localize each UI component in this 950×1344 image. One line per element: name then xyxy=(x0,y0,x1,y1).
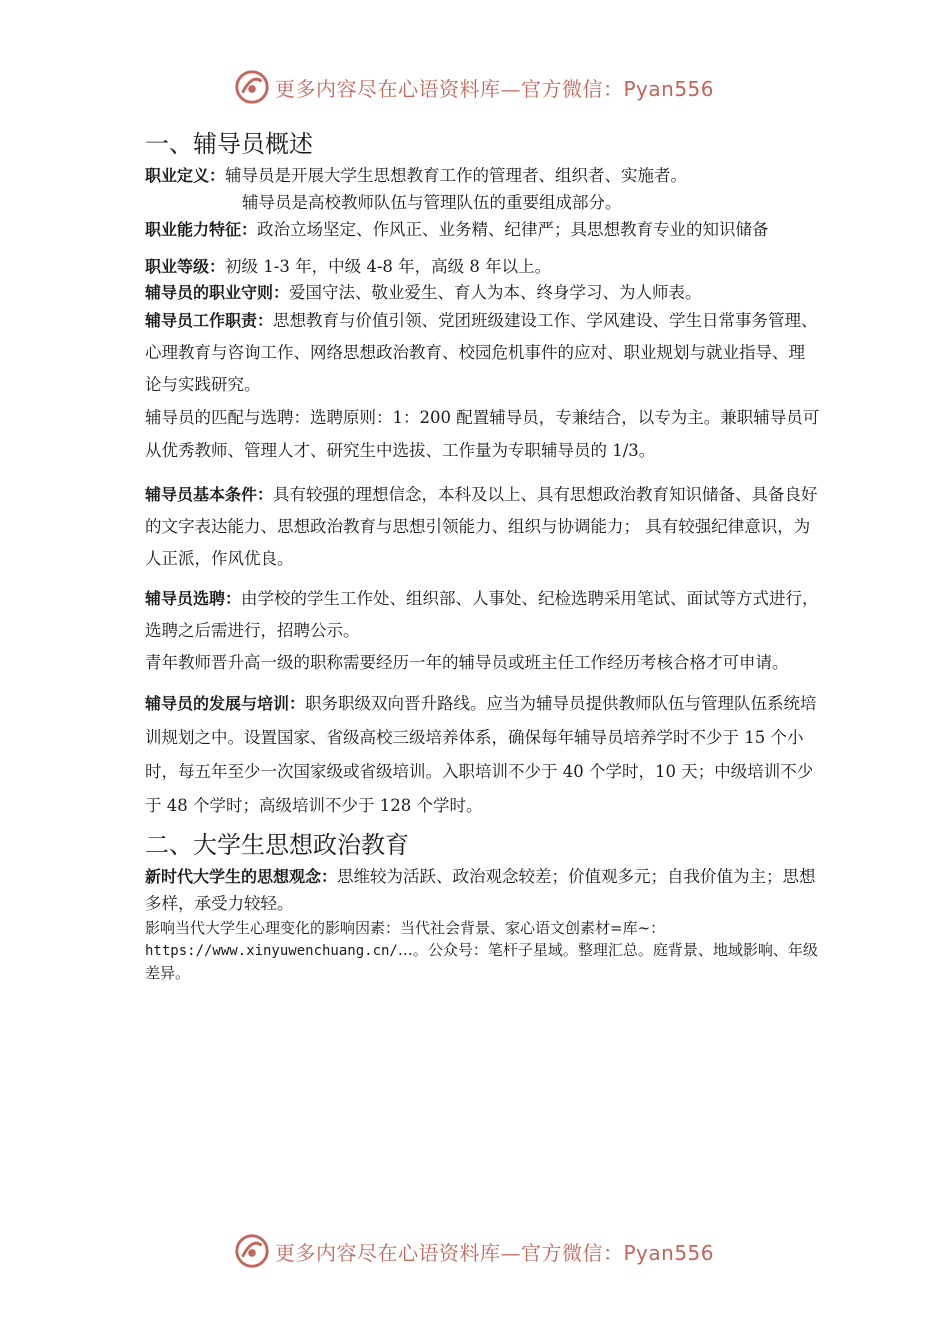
paragraph: 青年教师晋升高一级的职称需要经历一年的辅导员或班主任工作经历考核合格才可申请。 xyxy=(145,653,789,672)
wechat-id: Pyan556 xyxy=(623,76,715,101)
wechat-id: Pyan556 xyxy=(623,1240,715,1265)
banner-text: 更多内容尽在心语资料库—官方微信：Pyan556 xyxy=(275,76,715,101)
paragraph: 职业等级：初级 1-3 年，中级 4-8 年，高级 8 年以上。 xyxy=(145,257,552,276)
paragraph: 辅导员选聘：由学校的学生工作处、组织部、人事处、纪检选聘采用笔试、面试等方式进行，选聘之后需进行，招聘公示。 xyxy=(145,589,819,640)
paragraph: 职业能力特征：政治立场坚定、作风正、业务精、纪律严；具思想教育专业的知识储备 xyxy=(145,220,769,239)
section-heading: 二、大学生思想政治教育 xyxy=(145,831,409,859)
paragraph: 影响当代大学生心理变化的影响因素：当代社会背景、家心语文创素材=库~：https://www.xinyuwenchuang.cn/…。公众号：笔杆子星域。整理汇总。庭背景、地域影响、年级差异。 xyxy=(145,919,818,982)
paragraph: 辅导员的职业守则：爱国守法、敬业爱生、育人为本、终身学习、为人师表。 xyxy=(145,283,702,302)
header-banner xyxy=(233,68,714,106)
paragraph: 职业定义：辅导员是开展大学生思想教育工作的管理者、组织者、实施者。 xyxy=(145,166,688,185)
paragraph: 辅导员的发展与培训：职务职级双向晋升路线。应当为辅导员提供教师队伍与管理队伍系统培训规划之中。设置国家、省级高校三级培养体系，确保每年辅导员培养学时不少于 15 个小时，每五年至少一次国家级或省级培训。入职培训不少于 40 个学时，10 天；中级培训不少于 48 个学时；高级培训不少于 128 个学时。 xyxy=(145,694,817,815)
paragraph: 辅导员基本条件：具有较强的理想信念，本科及以上、具有思想政治教育知识储备、具备良好的文字表达能力、思想政治教育与思想引领能力、组织与协调能力； 具有较强纪律意识，为人正派，作风优良。 xyxy=(145,485,818,568)
url-text: https://www.xinyuwenchuang.cn/ xyxy=(145,943,398,959)
banner-text: 更多内容尽在心语资料库—官方微信：Pyan556 xyxy=(275,1240,715,1265)
document-body xyxy=(145,126,820,984)
logo-icon xyxy=(233,68,271,106)
paragraph: 辅导员的匹配与选聘：选聘原则：1：200 配置辅导员，专兼结合，以专为主。兼职辅导员可从优秀教师、管理人才、研究生中选拔、工作量为专职辅导员的 1/3。 xyxy=(145,408,820,460)
paragraph: 辅导员工作职责：思想教育与价值引领、党团班级建设工作、学风建设、学生日常事务管理、心理教育与咨询工作、网络思想政治教育、校园危机事件的应对、职业规划与就业指导、理论与实践研究。 xyxy=(145,311,818,394)
section-heading: 一、辅导员概述 xyxy=(145,130,313,158)
logo-icon xyxy=(233,1232,271,1270)
paragraph: 辅导员是高校教师队伍与管理队伍的重要组成部分。 xyxy=(242,193,622,212)
footer-banner xyxy=(233,1232,714,1270)
paragraph: 新时代大学生的思想观念：思维较为活跃、政治观念较差；价值观多元；自我价值为主；思想多样，承受力较轻。 xyxy=(145,867,816,913)
